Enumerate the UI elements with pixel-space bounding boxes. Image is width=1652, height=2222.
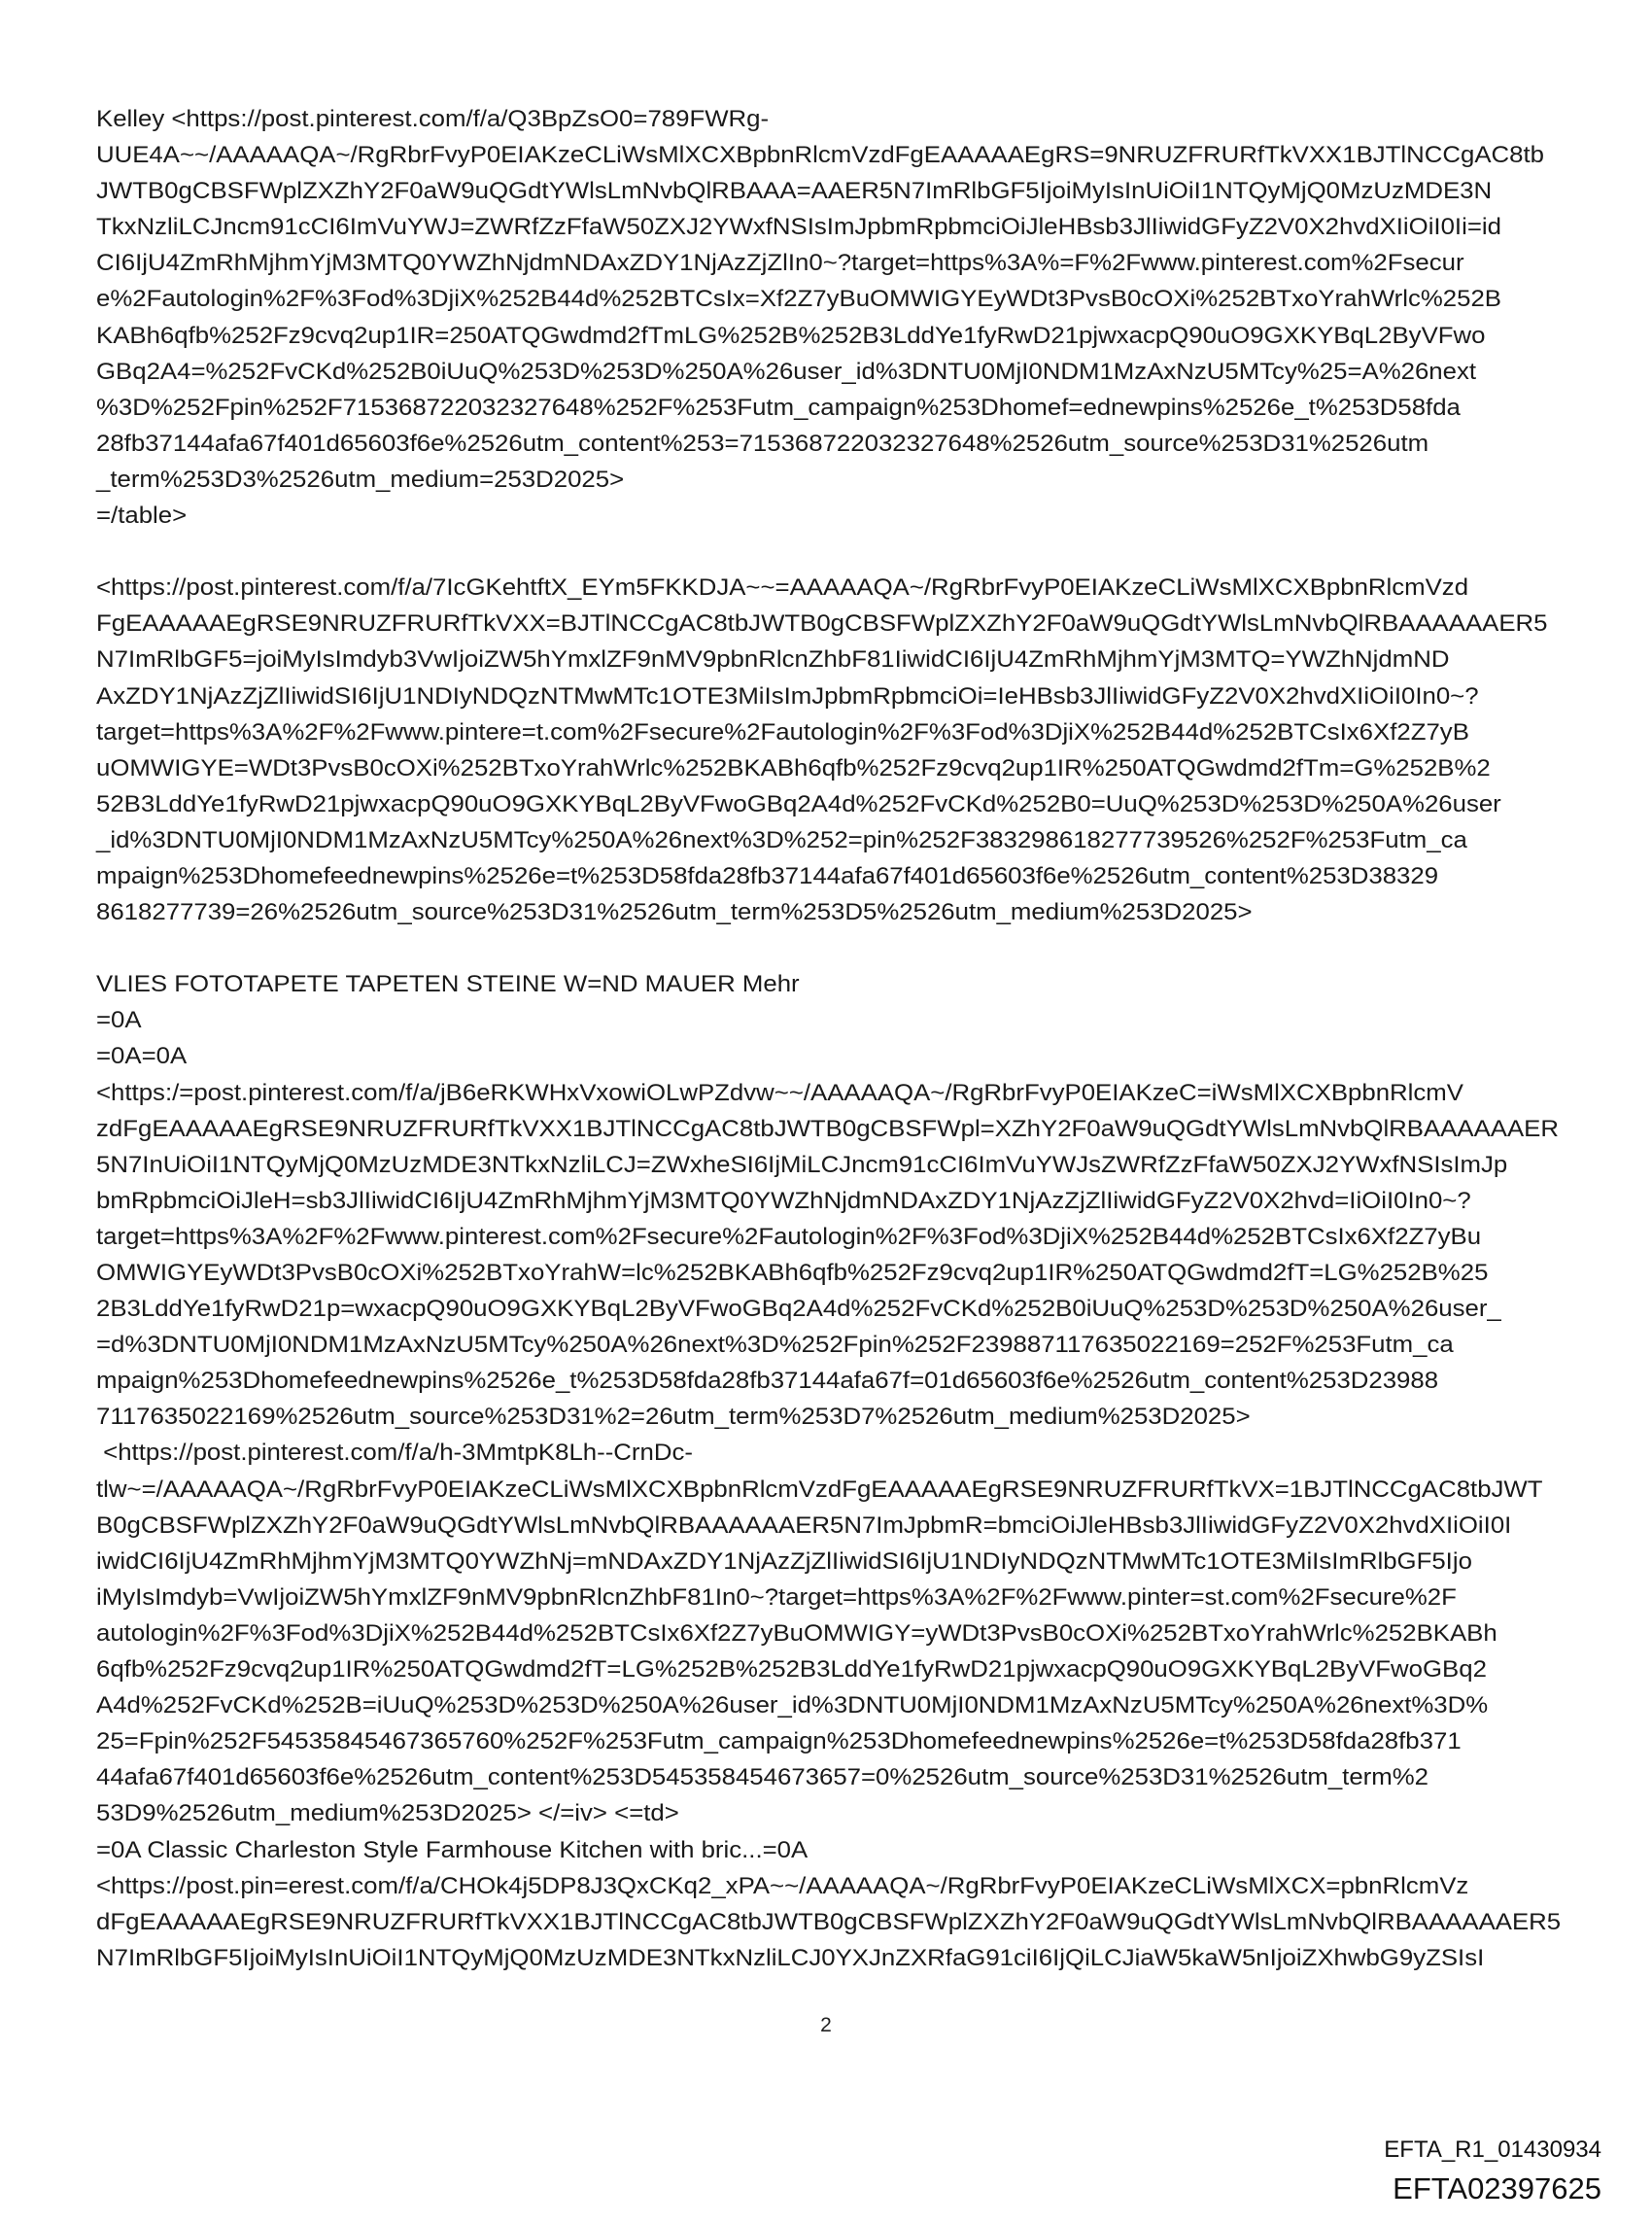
text-line: N7ImRlbGF5IjoiMyIsInUiOiI1NTQyMjQ0MzUzMDE3NTkxNzliLCJ0YXJnZXRfaG91ciI6IjQiLCJiaW5kaW5nIjoiZXhwbG9yZSIsI	[96, 1944, 1485, 1971]
text-line: <https://post.pinterest.com/f/a/7IcGKehtftX_EYm5FKKDJA~~=AAAAAQA~/RgRbrFvyP0EIAKzeCLiWsMlXCXBpbnRlcmVzd	[96, 574, 1469, 602]
text-line: <https://post.pin=erest.com/f/a/CHOk4j5DP8J3QxCKq2_xPA~~/AAAAAQA~/RgRbrFvyP0EIAKzeCLiWsMlXCX=pbnRlcmVz	[96, 1872, 1469, 1899]
text-line: autologin%2F%3Fod%3DjiX%252B44d%252BTCsIx6Xf2Z7yBuOMWIGY=yWDt3PvsB0cOXi%252BTxoYrahWrlc%252BKABh	[96, 1619, 1497, 1647]
text-line: 53D9%2526utm_medium%253D2025> </=iv> <=td>	[96, 1800, 679, 1827]
text-line: uOMWIGYE=WDt3PvsB0cOXi%252BTxoYrahWrlc%252BKABh6qfb%252Fz9cvq2up1IR%250ATQGwdmd2fTm=G%252B%2	[96, 754, 1491, 781]
bates-number-primary: EFTA_R1_01430934	[1384, 2136, 1601, 2163]
text-line: CI6IjU4ZmRhMjhmYjM3MTQ0YWZhNjdmNDAxZDY1NjAzZjZlIn0~?target=https%3A%=F%2Fwww.pinterest.com%2Fsecur	[96, 250, 1464, 277]
text-line: VLIES FOTOTAPETE TAPETEN STEINE W=ND MAUER Mehr	[96, 971, 800, 998]
document-body	[96, 101, 1561, 1976]
blank-line	[96, 534, 1561, 570]
text-line: _term%253D3%2526utm_medium=253D2025>	[96, 466, 625, 493]
text-line: 52B3LddYe1fyRwD21pjwxacpQ90uO9GXKYBqL2ByVFwoGBq2A4d%252FvCKd%252B0=UuQ%253D%253D%250A%26user	[96, 790, 1501, 817]
text-line: N7ImRlbGF5=joiMyIsImdyb3VwIjoiZW5hYmxlZF9nMV9pbnRlcnZhbF81IiwidCI6IjU4ZmRhMjhmYjM3MTQ=YWZhNjdmND	[96, 646, 1450, 674]
text-line: %3D%252Fpin%252F715368722032327648%252F%253Futm_campaign%253Dhomef=ednewpins%2526e_t%253D58fda	[96, 394, 1461, 421]
page-number: 2	[820, 2014, 832, 2036]
text-line: target=https%3A%2F%2Fwww.pintere=t.com%2Fsecure%2Fautologin%2F%3Fod%3DjiX%252B44d%252BTCsIx6Xf2Z7yB	[96, 718, 1469, 746]
text-line: 5N7InUiOiI1NTQyMjQ0MzUzMDE3NTkxNzliLCJ=ZWxheSI6IjMiLCJncm91cCI6ImVuYWJsZWRfZzFfaW50ZXJ2YWxfNSIsImJp	[96, 1151, 1508, 1178]
text-line: OMWIGYEyWDt3PvsB0cOXi%252BTxoYrahW=lc%252BKABh6qfb%252Fz9cvq2up1IR%250ATQGwdmd2fT=LG%252B%25	[96, 1260, 1489, 1286]
text-line: target=https%3A%2F%2Fwww.pinterest.com%2Fsecure%2Fautologin%2F%3Fod%3DjiX%252B44d%252BTCsIx6Xf2Z7yBu	[96, 1223, 1482, 1250]
text-line: =0A Classic Charleston Style Farmhouse Kitchen with bric...=0A	[96, 1836, 809, 1863]
text-line: e%2Fautologin%2F%3Fod%3DjiX%252B44d%252BTCsIx=Xf2Z7yBuOMWIGYEyWDt3PvsB0cOXi%252BTxoYrahWrlc%252B	[96, 286, 1502, 313]
blank-line	[96, 930, 1561, 966]
text-line: <https:/=post.pinterest.com/f/a/jB6eRKWHxVxowiOLwPZdvw~~/AAAAAQA~/RgRbrFvyP0EIAKzeC=iWsMlXCXBpbnRlcmV	[96, 1079, 1463, 1106]
text-line: FgEAAAAAEgRSE9NRUZFRURfTkVXX=BJTlNCCgAC8tbJWTB0gCBSFWplZXZhY2F0aW9uQGdtYWlsLmNvbQlRBAAAAAAER5	[96, 610, 1548, 638]
text-line: GBq2A4=%252FvCKd%252B0iUuQ%253D%253D%250A%26user_id%3DNTU0MjI0NDM1MzAxNzU5MTcy%25=A%26next	[96, 358, 1477, 385]
bates-number-secondary: EFTA02397625	[1393, 2171, 1601, 2205]
text-line: AxZDY1NjAzZjZlIiwidSI6IjU1NDIyNDQzNTMwMTc1OTE3MiIsImJpbmRpbmciOi=IeHBsb3JlIiwidGFyZ2V0X2hvdXIiOiI0In0~?	[96, 682, 1479, 710]
text-line: B0gCBSFWplZXZhY2F0aW9uQGdtYWlsLmNvbQlRBAAAAAAER5N7ImJpbmR=bmciOiJleHBsb3JlIiwidGFyZ2V0X2hvdXIiOiI0I	[96, 1511, 1512, 1539]
text-line: 2B3LddYe1fyRwD21p=wxacpQ90uO9GXKYBqL2ByVFwoGBq2A4d%252FvCKd%252B0iUuQ%253D%253D%250A%26user_	[96, 1296, 1501, 1323]
text-line: =/table>	[96, 503, 188, 530]
text-line: UUE4A~~/AAAAAQA~/RgRbrFvyP0EIAKzeCLiWsMlXCXBpbnRlcmVzdFgEAAAAAEgRS=9NRUZFRURfTkVXX1BJTlNCCgAC8tb	[96, 142, 1544, 169]
text-line: zdFgEAAAAAEgRSE9NRUZFRURfTkVXX1BJTlNCCgAC8tbJWTB0gCBSFWpl=XZhY2F0aW9uQGdtYWlsLmNvbQlRBAAAAAAER	[96, 1115, 1559, 1142]
text-line: JWTB0gCBSFWplZXZhY2F0aW9uQGdtYWlsLmNvbQlRBAAA=AAER5N7ImRlbGF5IjoiMyIsInUiOiI1NTQyMjQ0MzUzMDE3N	[96, 178, 1493, 205]
text-line: TkxNzliLCJncm91cCI6ImVuYWJ=ZWRfZzFfaW50ZXJ2YWxfNSIsImJpbmRpbmciOiJleHBsb3JlIiwidGFyZ2V0X2hvdXIiOiI0Ii=id	[96, 214, 1501, 241]
text-line: 44afa67f401d65603f6e%2526utm_content%253D545358454673657=0%2526utm_source%253D31%2526utm_term%2	[96, 1764, 1429, 1791]
text-line: =d%3DNTU0MjI0NDM1MzAxNzU5MTcy%250A%26next%3D%252Fpin%252F239887117635022169=252F%253Futm_ca	[96, 1332, 1454, 1359]
text-line: tlw~=/AAAAAQA~/RgRbrFvyP0EIAKzeCLiWsMlXCXBpbnRlcmVzdFgEAAAAAEgRSE9NRUZFRURfTkVX=1BJTlNCCgAC8tbJWT	[96, 1476, 1543, 1503]
text-line: 6qfb%252Fz9cvq2up1IR%250ATQGwdmd2fT=LG%252B%252B3LddYe1fyRwD21pjwxacpQ90uO9GXKYBqL2ByVFwoGBq2	[96, 1656, 1487, 1684]
text-line: Kelley <https://post.pinterest.com/f/a/Q3BpZsO0=789FWRg-	[96, 106, 770, 132]
text-line: mpaign%253Dhomefeednewpins%2526e=t%253D58fda28fb37144afa67f401d65603f6e%2526utm_content%253D38329	[96, 862, 1439, 889]
text-line: A4d%252FvCKd%252B=iUuQ%253D%253D%250A%26user_id%3DNTU0MjI0NDM1MzAxNzU5MTcy%250A%26next%3D%	[96, 1692, 1489, 1719]
text-line: 7117635022169%2526utm_source%253D31%2=26utm_term%253D7%2526utm_medium%253D2025>	[96, 1404, 1251, 1431]
text-line: dFgEAAAAAEgRSE9NRUZFRURfTkVXX1BJTlNCCgAC8tbJWTB0gCBSFWplZXZhY2F0aW9uQGdtYWlsLmNvbQlRBAAAAAAER5	[96, 1908, 1562, 1935]
text-line: mpaign%253Dhomefeednewpins%2526e_t%253D58fda28fb37144afa67f=01d65603f6e%2526utm_content%253D23988	[96, 1368, 1439, 1395]
text-line: <https://post.pinterest.com/f/a/h-3MmtpK8Lh--CrnDc-	[96, 1440, 693, 1467]
text-line: 28fb37144afa67f401d65603f6e%2526utm_content%253=715368722032327648%2526utm_source%253D31%2526utm	[96, 430, 1429, 457]
text-line: 8618277739=26%2526utm_source%253D31%2526utm_term%253D5%2526utm_medium%253D2025>	[96, 899, 1253, 926]
text-line: iMyIsImdyb=VwIjoiZW5hYmxlZF9nMV9pbnRlcnZhbF81In0~?target=https%3A%2F%2Fwww.pinter=st.com%2Fsecure%2F	[96, 1583, 1457, 1611]
text-line: 25=Fpin%252F54535845467365760%252F%253Futm_campaign%253Dhomefeednewpins%2526e=t%253D58fda28fb371	[96, 1728, 1462, 1755]
text-line: =0A	[96, 1007, 142, 1034]
text-line: =0A=0A	[96, 1043, 188, 1070]
text-line: _id%3DNTU0MjI0NDM1MzAxNzU5MTcy%250A%26next%3D%252=pin%252F383298618277739526%252F%253Futm_ca	[96, 826, 1467, 853]
text-line: bmRpbmciOiJleH=sb3JlIiwidCI6IjU4ZmRhMjhmYjM3MTQ0YWZhNjdmNDAxZDY1NjAzZjZlIiwidGFyZ2V0X2hvd=IiOiI0In0~?	[96, 1187, 1471, 1214]
text-line: KABh6qfb%252Fz9cvq2up1IR=250ATQGwdmd2fTmLG%252B%252B3LddYe1fyRwD21pjwxacpQ90uO9GXKYBqL2ByVFwo	[96, 322, 1486, 349]
text-line: iwidCI6IjU4ZmRhMjhmYjM3MTQ0YWZhNj=mNDAxZDY1NjAzZjZlIiwidSI6IjU1NDIyNDQzNTMwMTc1OTE3MiIsImRlbGF5Ijo	[96, 1547, 1472, 1575]
